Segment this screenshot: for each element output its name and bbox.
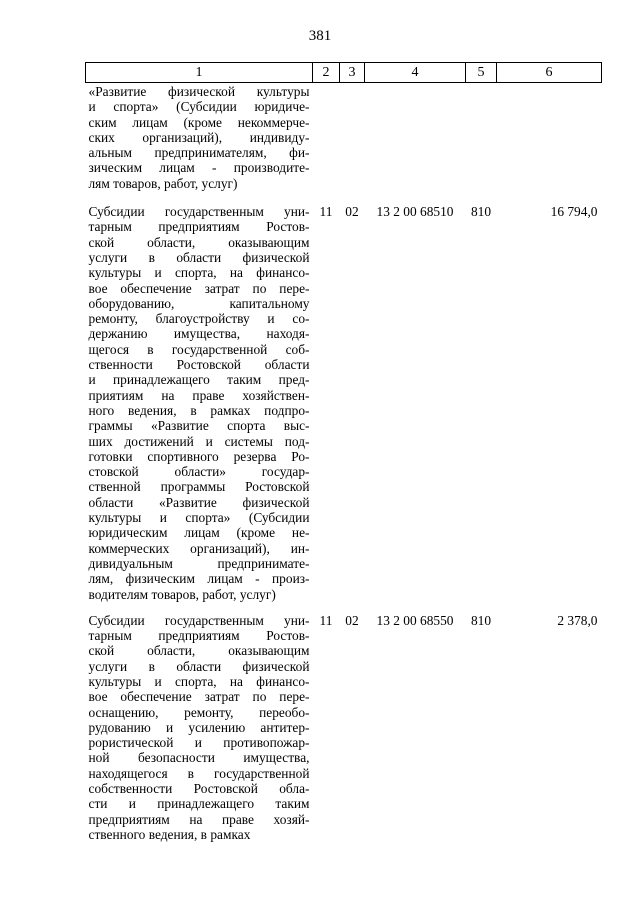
description-line: «Развитие физической культуры [88,84,310,99]
expense-type-code [466,83,497,205]
description-line: тарным предприятиям Ростов- [88,628,310,644]
table-header-row [86,63,602,83]
description-line: ной безопасности имущества, [88,750,310,766]
column-header: 1 [86,63,313,83]
description-line: вое обеспечение затрат по пере- [88,689,310,705]
budget-table [85,62,602,853]
row-description [86,83,313,205]
description-line: ской области, оказывающим [88,234,310,250]
expense-type-code: 810 [470,612,492,628]
amount-value [497,83,602,205]
description-line: услуги в области физической [88,658,310,674]
description-line: культуры и спорта» (Субсидии [88,510,310,526]
section-code [313,83,340,205]
column-header: 3 [340,63,365,83]
expense-type-code: 810 [470,204,492,220]
description-line: рудованию и усилению антитер- [88,719,310,735]
subsection-code: 02 [345,612,359,628]
description-line: ремонту, благоустройству и со- [88,311,310,327]
description-line: собственности Ростовской обла- [88,781,310,797]
amount-value: 16 794,0 [550,204,598,220]
description-line: ственной программы Ростовской [88,479,310,495]
column-header: 6 [497,63,602,83]
amount-value: 2 378,0 [557,612,598,628]
description-line: тарным предприятиям Ростов- [88,219,310,235]
description-line: коммерческих организаций), ин- [88,540,310,556]
description-line: оснащению, ремонту, переобо- [88,704,310,720]
description-line: дивидуальным предпринимате- [88,555,310,571]
description-line: граммы «Развитие спорта выс- [88,418,310,434]
description-line: ственного ведения, в рамках [88,826,251,842]
description-line: ственности Ростовской области [88,357,310,373]
description-line: области «Развитие физической [88,494,310,510]
description-line: приятиям на праве хозяйствен- [88,387,310,403]
description-line: рористической и противопожар- [88,735,310,751]
description-line: альным предпринимателям, фи- [88,145,310,161]
description-line: ших достижений и системы под- [88,433,310,449]
description-line: и принадлежащего таким пред- [88,372,310,388]
description-line: Субсидии государственным уни- [88,204,310,220]
description-line: находящегося в государственной [88,765,310,781]
description-line: держанию имущества, находя- [88,326,310,342]
description-line: ской области, оказывающим [88,643,310,659]
column-header: 5 [466,63,497,83]
section-code: 11 [319,612,333,628]
description-line: предприятиям на праве хозяй- [88,811,310,827]
description-line: лям, физическим лицам - произ- [88,571,310,587]
table-row [86,204,602,613]
target-item-code [365,83,466,205]
description-line: юридическим лицам (кроме не- [88,525,310,541]
page-number: 381 [308,28,332,44]
target-item-code: 13 2 00 68550 [376,612,454,628]
table-row [86,83,602,205]
column-header: 2 [313,63,340,83]
table-row [86,613,602,853]
description-line: лям товаров, работ, услуг) [88,175,238,191]
description-line: культуры и спорта, на финансо- [88,265,310,281]
description-line: сти и принадлежащего таким [88,796,310,812]
subsection-code [340,83,365,205]
target-item-code: 13 2 00 68510 [376,204,454,220]
description-line: ским лицам (кроме некоммерче- [88,114,310,130]
description-line: щегося в государственной соб- [88,341,310,357]
description-line: ских организаций), индивиду- [88,129,310,145]
description-line: готовки спортивного резерва Ро- [88,448,310,464]
subsection-code: 02 [345,204,359,220]
description-line: стовской области» государ- [88,464,310,480]
description-line: и спорта» (Субсидии юридиче- [88,99,310,115]
column-header: 4 [365,63,466,83]
section-code: 11 [319,204,333,220]
description-line: ного ведения, в рамках подпро- [88,402,310,418]
description-line: услуги в области физической [88,249,310,265]
row-description [86,613,313,853]
row-description [86,204,313,613]
description-line: Субсидии государственным уни- [88,612,310,628]
description-line: оборудованию, капитальному [88,295,310,311]
description-line: зическим лицам - производите- [88,160,310,176]
description-line: культуры и спорта, на финансо- [88,673,310,689]
description-line: водителям товаров, работ, услуг) [88,586,276,602]
description-line: вое обеспечение затрат по пере- [88,280,310,296]
